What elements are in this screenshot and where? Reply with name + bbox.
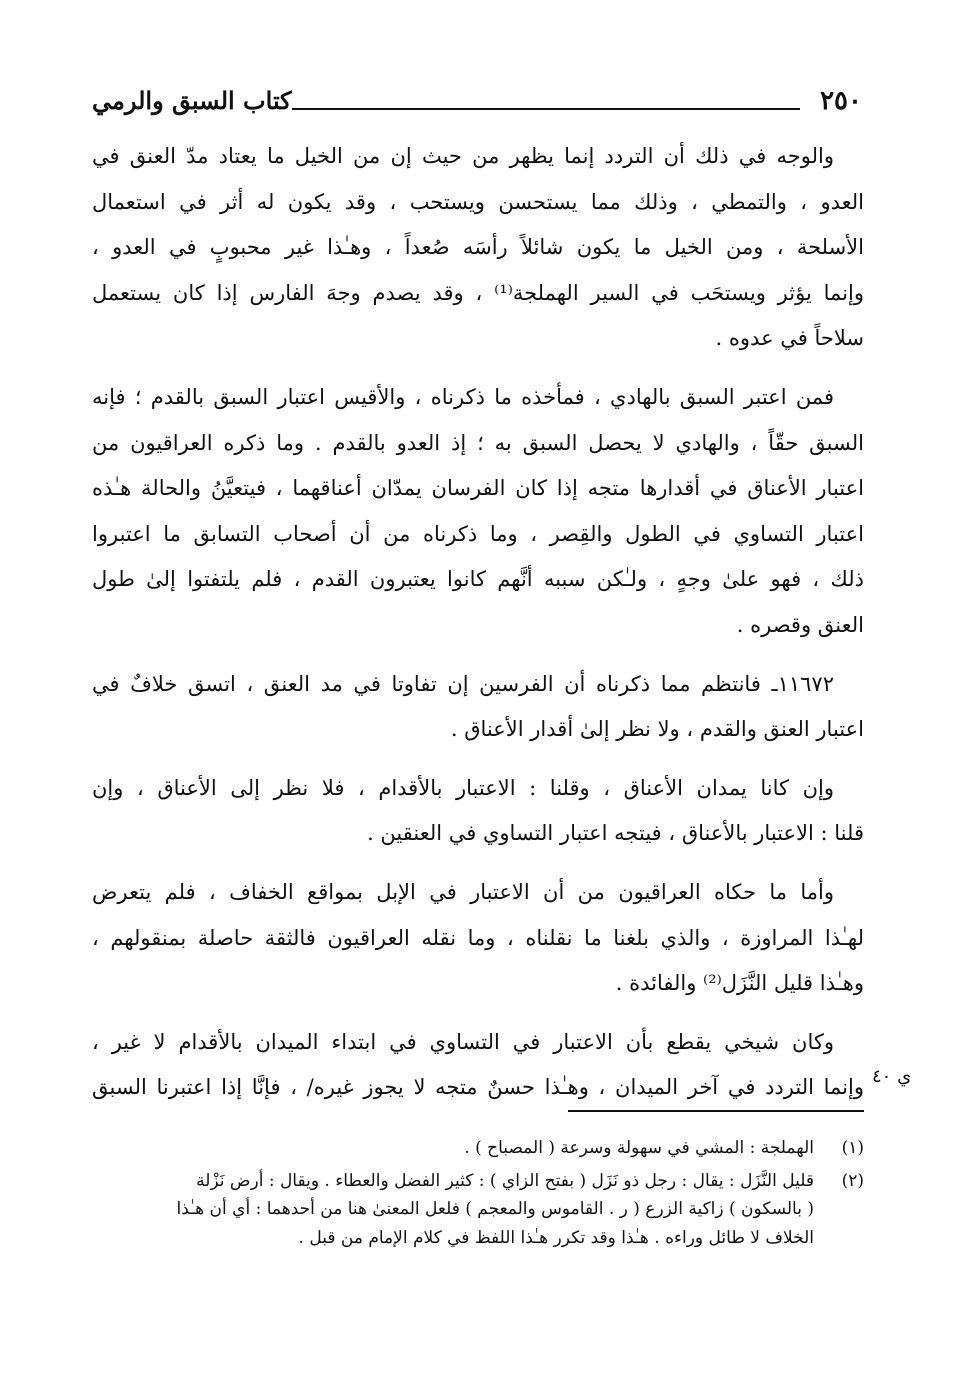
footnote: [92, 1134, 864, 1163]
text-line: والوجه في ذلك أن التردد إنما يظهر من حيث إن من الخيل ما يعتاد مدّ العنق في: [92, 144, 834, 168]
body-text: [92, 134, 864, 1124]
footnote-number: (٢): [841, 1170, 864, 1191]
footnote-line: الهملجة : المشي في سهولة وسرعة ( المصباح ) .: [464, 1138, 814, 1158]
text-line: وأما ما حكاه العراقيون من أن الاعتبار في الإبل بمواقع الخفاف ، فلم يتعرض: [92, 879, 834, 904]
footnote-line: الخلاف لا طائل وراءه . هـٰذا وقد تكرر هـٰذا اللفظ في كلام الإمام من قبل .: [298, 1227, 814, 1248]
text-line: العدو ، والتمطي ، وذلك مما يستحسن ويستحب ، وقد يكون له أثر في استعمال: [92, 189, 864, 214]
text-line: وإن كانا يمدان الأعناق ، وقلنا : الاعتبار بالأقدام ، فلا نظر إلى الأعناق ، وإن: [92, 775, 834, 800]
text-line: الأسلحة ، ومن الخيل ما يكون شائلاً رأسَه صُعداً ، وهـٰذا غير محبوبٍ في العدو ،: [92, 235, 864, 260]
page-number: ٢٥٠: [820, 86, 862, 116]
paragraph: [92, 870, 864, 1007]
text-line: اعتبار التساوي في الطول والقِصر ، وما ذكرناه من أن أصحاب التسابق ما اعتبروا: [92, 521, 864, 546]
text-line: سلاحاً في عدوه .: [715, 326, 864, 351]
text-line: وهـٰذا قليل النَّزَل⁽²⁾ والفائدة .: [615, 971, 864, 996]
paragraph: [92, 375, 864, 649]
footnote-number: (١): [841, 1138, 864, 1158]
text-line: وإنما يؤثر ويستحَب في السير الهملجة⁽¹⁾ ، وقد يصدم وجهَ الفارس إذا كان يستعمل: [92, 280, 864, 305]
text-line: لهـٰذا المراوزة ، والذي بلغنا ما نقلناه ، وما نقله العراقيون فالثقة حاصلة بمنقولهم ،: [92, 925, 864, 950]
footnote: [92, 1167, 864, 1253]
text-line: العنق وقصره .: [736, 612, 864, 637]
margin-note: ي ٤٠: [872, 1066, 912, 1087]
paragraph: [92, 1020, 864, 1111]
text-line: وكان شيخي يقطع بأن الاعتبار في التساوي في ابتداء الميدان بالأقدام لا غير ،: [92, 1029, 834, 1054]
text-line: فمن اعتبر السبق بالهادي ، فمأخذه ما ذكرناه ، والأقيس اعتبار السبق بالقدم ؛ فإنه: [92, 384, 834, 409]
footnote-line: ( بالسكون ) زاكية الزرع ( ر . القاموس والمعجم ) فلعل المعنىٰ هنا من أحدهما : أي أن هـٰذا: [176, 1199, 814, 1219]
text-line: اعتبار العنق والقدم ، ولا نظر إلىٰ أقدار الأعناق .: [450, 717, 864, 742]
text-line: ذلك ، فهو علىٰ وجهٍ ، ولـٰكن سببه أنَّهم كانوا يعتبرون القدم ، فلم يلتفتوا إلىٰ طول: [92, 567, 864, 592]
text-line: السبق حقّاً ، والهادي لا يحصل السبق به ؛ إذ العدو بالقدم . وما ذكره العراقيون من: [92, 430, 864, 455]
text-line: اعتبار الأعناق في أقدارها متجه إذا كان الفرسان يمدّان أعناقهما ، فيتعيَّنُ والحالة هـٰذه: [92, 476, 864, 501]
text-line: وإنما التردد في آخر الميدان ، وهـٰذا حسنٌ متجه لا يجوز غيره/ ، فإنَّا إذا اعتبرنا السبق: [92, 1075, 864, 1100]
book-title: كتاب السبق والرمي: [92, 86, 292, 115]
footnotes: [92, 1134, 864, 1256]
footnote-line: قليل النَّزَل : يقال : رجل ذو نَزَل ( بفتح الزاي ) : كثير الفضل والعطاء . ويقال : أرض نَزْلة: [196, 1170, 814, 1191]
paragraph: [92, 662, 864, 753]
footnote-rule: [568, 1110, 864, 1112]
header-rule: [292, 108, 800, 110]
text-line: ١١٦٧٢ـ فانتظم مما ذكرناه أن الفرسين إن تفاوتا في مد العنق ، اتسق خلافٌ في: [92, 671, 834, 696]
text-line: قلنا : الاعتبار بالأعناق ، فيتجه اعتبار التساوي في العنقين .: [367, 821, 864, 846]
page-header: [92, 84, 862, 124]
paragraph: [92, 766, 864, 857]
paragraph: [92, 134, 864, 362]
